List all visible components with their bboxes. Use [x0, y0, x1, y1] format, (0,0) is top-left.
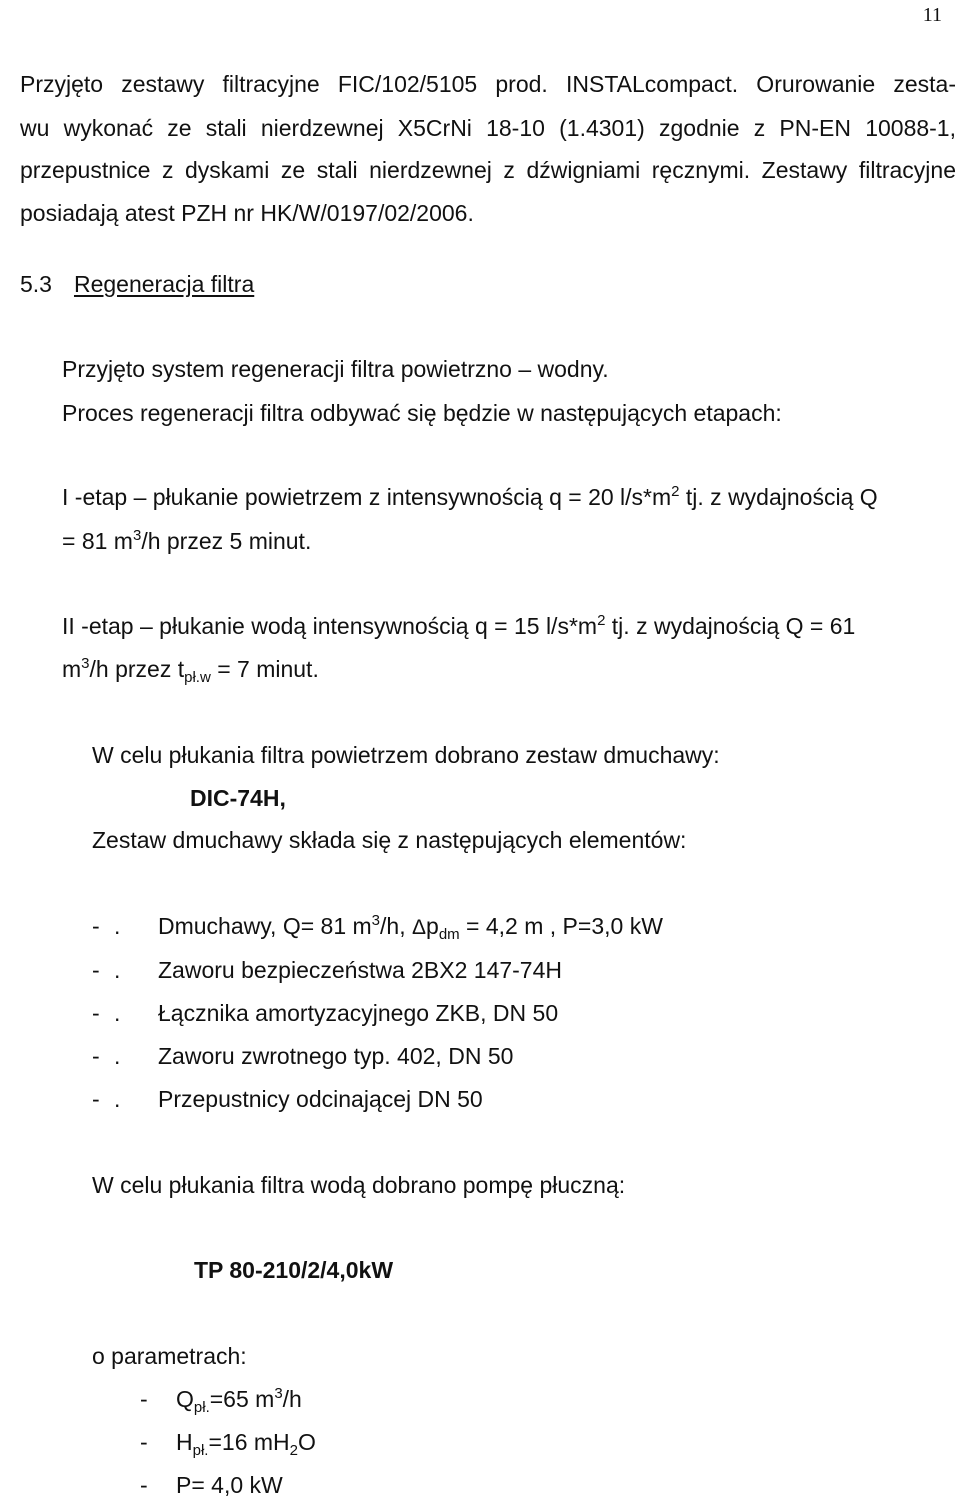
stage1-line-2	[62, 527, 311, 555]
item4-text: Zaworu zwrotnego typ. 402, DN 50	[158, 1043, 514, 1069]
stage2-line-1	[62, 612, 855, 640]
item5-text: Przepustnicy odcinającej DN 50	[158, 1086, 483, 1112]
pump-model: TP 80-210/2/4,0kW	[194, 1257, 394, 1283]
param2-sub-2: 2	[289, 1442, 298, 1459]
list-bullet: .	[114, 913, 121, 939]
pump-param-1	[140, 1385, 302, 1416]
stage1-text-4: /h przez 5 minut.	[141, 528, 312, 554]
list-dash: -	[92, 957, 100, 983]
item2-text: Zaworu bezpieczeństwa 2BX2 147-74H	[158, 957, 563, 983]
list-bullet: .	[114, 1000, 121, 1026]
param2-text: H	[176, 1429, 193, 1455]
list-dash: -	[92, 913, 100, 939]
stage2-text-4: /h przez t	[89, 656, 185, 682]
blower-item-2	[92, 956, 562, 984]
stage1-text-3: = 81 m	[62, 528, 133, 554]
item1-sup: 3	[371, 912, 381, 929]
param3-text: P= 4,0 kW	[176, 1472, 283, 1498]
blower-item-5	[92, 1085, 483, 1113]
pump-param-2	[140, 1428, 316, 1459]
system-line: Przyjęto system regeneracji filtra powietrzno – wodny.	[62, 356, 609, 382]
blower-model: DIC-74H,	[190, 785, 286, 811]
stage1-line-1	[62, 483, 878, 511]
stage2-text-5: = 7 minut.	[210, 656, 319, 682]
intro-line-4: posiadają atest PZH nr HK/W/0197/02/2006.	[20, 200, 474, 226]
list-bullet: .	[114, 957, 121, 983]
list-dash: -	[92, 1086, 100, 1112]
list-dash: -	[140, 1386, 148, 1412]
list-dash: -	[140, 1429, 148, 1455]
stage1-text-2: tj. z wydajnością Q	[679, 484, 878, 510]
item3-text: Łącznika amortyzacyjnego ZKB, DN 50	[158, 1000, 559, 1026]
param1-text-2: =65 m	[209, 1386, 275, 1412]
pump-params-label: o parametrach:	[92, 1343, 247, 1369]
stage2-text: II -etap – płukanie wodą intensywnością q = 15 l/s*m	[62, 613, 598, 639]
param2-sub: pł.	[192, 1442, 209, 1459]
list-dash: -	[92, 1000, 100, 1026]
stage1-sup: 2	[671, 483, 680, 500]
blower-intro: W celu płukania filtra powietrzem dobrano zestaw dmuchawy:	[92, 742, 720, 768]
list-bullet: .	[114, 1086, 121, 1112]
stage2-line-2	[62, 655, 319, 686]
intro-line-3: przepustnice z dyskami ze stali nierdzewnej z dźwigniami ręcznymi. Zestawy filtracyjne	[20, 157, 956, 183]
stage2-sub: pł.w	[184, 669, 211, 686]
list-dash: -	[92, 1043, 100, 1069]
delta-symbol: Δ	[411, 916, 427, 939]
stage2-text-2: tj. z wydajnością Q = 61	[605, 613, 856, 639]
stage1-sup-2: 3	[132, 527, 142, 544]
blower-consists: Zestaw dmuchawy składa się z następujących elementów:	[92, 827, 687, 853]
blower-item-1	[92, 912, 663, 942]
item1-sub: dm	[438, 926, 460, 943]
item1-text: Dmuchawy, Q= 81 m	[158, 913, 372, 939]
stage2-text-3: m	[62, 656, 82, 682]
param2-text-2: =16 mH	[208, 1429, 290, 1455]
pump-intro: W celu płukania filtra wodą dobrano pompę płuczną:	[92, 1172, 626, 1198]
item1-text-3: p	[426, 913, 439, 939]
process-line: Proces regeneracji filtra odbywać się będzie w następujących etapach:	[62, 400, 782, 426]
section-number: 5.3	[20, 271, 52, 297]
blower-item-4	[92, 1042, 513, 1070]
intro-line-1: Przyjęto zestawy filtracyjne FIC/102/5105 prod. INSTALcompact. Orurowanie zesta-	[20, 71, 956, 97]
param1-sub: pł.	[193, 1399, 210, 1416]
param1-text: Q	[176, 1386, 194, 1412]
item1-text-4: = 4,2 m , P=3,0 kW	[459, 913, 663, 939]
list-bullet: .	[114, 1043, 121, 1069]
pump-param-3	[140, 1471, 283, 1499]
page-number: 11	[922, 4, 942, 26]
stage1-text: I -etap – płukanie powietrzem z intensywnością q = 20 l/s*m	[62, 484, 672, 510]
section-title: Regeneracja filtra	[73, 271, 255, 297]
stage2-sup-2: 3	[81, 655, 90, 672]
list-dash: -	[140, 1472, 148, 1498]
param1-text-3: /h	[282, 1386, 302, 1412]
param2-text-3: O	[298, 1429, 316, 1455]
item1-text-2: /h,	[380, 913, 412, 939]
blower-item-3	[92, 999, 558, 1027]
intro-line-2: wu wykonać ze stali nierdzewnej X5CrNi 18-10 (1.4301) zgodnie z PN-EN 10088-1,	[20, 115, 956, 141]
param1-sup: 3	[274, 1385, 283, 1402]
section-heading	[20, 270, 254, 298]
stage2-sup: 2	[597, 612, 606, 629]
